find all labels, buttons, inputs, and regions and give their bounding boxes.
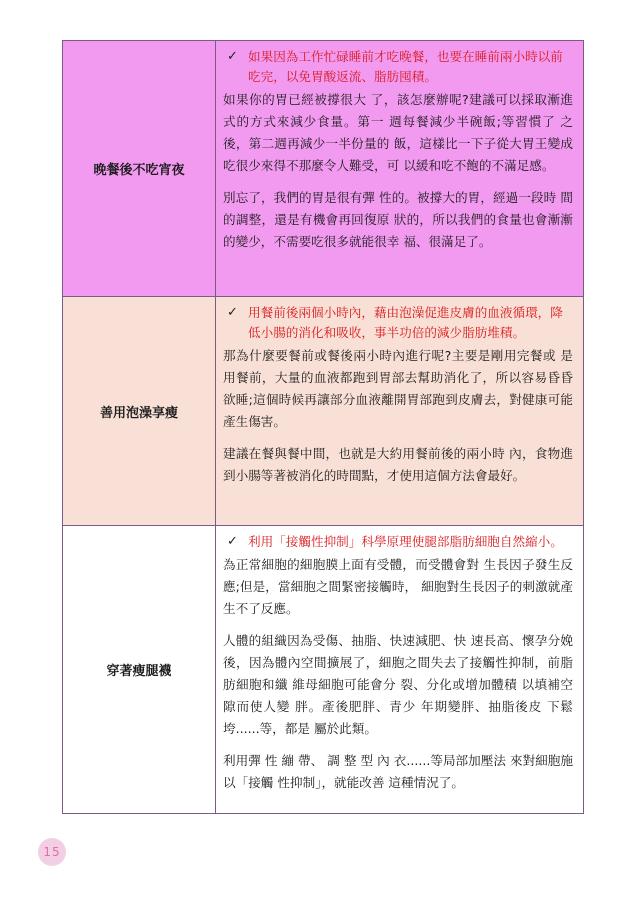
page-number: 15 bbox=[38, 838, 66, 866]
tips-table bbox=[62, 40, 584, 814]
highlight-line bbox=[223, 47, 573, 87]
table-row bbox=[63, 526, 584, 814]
paragraph: 如果你的胃已經被撐很大 了，該怎麼辦呢?建議可以採取漸進式的方式來減少食量。第一 週每餐減少半碗飯;等習慣了 之後，第二週再減少一半份量的 飯，這樣比一下子從大胃王變成 吃很少來得不那麼令人難受，可 以緩和吃不飽的不滿足感。 bbox=[223, 92, 573, 173]
check-icon: ✓ bbox=[227, 49, 238, 64]
highlight-line bbox=[223, 532, 573, 552]
highlight-text: 如果因為工作忙碌睡前才吃晚餐，也要在睡前兩小時以前吃完，以免胃酸返流、脂肪囤積。 bbox=[248, 49, 563, 84]
highlight-text: 用餐前後兩個小時內，藉由泡澡促進皮膚的血液循環，降低小腸的消化和吸收，事半功倍的減少脂肪堆積。 bbox=[248, 305, 563, 340]
table-row bbox=[63, 41, 584, 297]
highlight-text: 利用「接觸性抑制」科學原理使腿部脂肪細胞自然縮小。 bbox=[248, 534, 563, 549]
row-topic: 晚餐後不吃宵夜 bbox=[63, 41, 216, 297]
check-icon: ✓ bbox=[227, 305, 238, 320]
paragraph: 利用彈 性 繃 帶、 調 整 型 內 衣......等局部加壓法 來對細胞施以「接觸 性抑制」，就能改善 這種情況了。 bbox=[223, 753, 573, 790]
paragraph: 建議在餐與餐中間，也就是大約用餐前後的兩小時 內，食物進到小腸等著被消化的時間點，才使用這個方法會最好。 bbox=[223, 446, 573, 483]
row-topic: 善用泡澡享瘦 bbox=[63, 297, 216, 526]
row-content bbox=[216, 297, 584, 526]
highlight-line bbox=[223, 303, 573, 343]
row-topic: 穿著瘦腿襪 bbox=[63, 526, 216, 814]
paragraph: 人體的組織因為受傷、抽脂、快速減肥、快 速長高、懷孕分娩後，因為體內空間擴展了，細胞之間失去了接觸性抑制，前脂肪細胞和纖 維母細胞可能會分 裂、分化或增加體積 以填補空隙而使人變 胖。產後肥胖、青少 年期變胖、抽脂後皮 下鬆垮......等，都是 屬於此類。 bbox=[223, 633, 573, 736]
table-row bbox=[63, 297, 584, 526]
row-content bbox=[216, 526, 584, 814]
paragraph: 那為什麼要餐前或餐後兩小時內進行呢?主要是剛用完餐或 是用餐前，大量的血液都跑到胃部去幫助消化了，所以容易昏昏 欲睡;這個時候再讓部分血液離開胃部跑到皮膚去，對健康可能產生傷害。 bbox=[223, 348, 573, 429]
paragraph: 為正常細胞的細胞膜上面有受體，而受體會對 生長因子發生反應;但是，當細胞之間緊密接觸時， 細胞對生長因子的刺激就產生不了反應。 bbox=[223, 557, 573, 616]
row-content bbox=[216, 41, 584, 297]
check-icon: ✓ bbox=[227, 534, 238, 549]
paragraph: 別忘了，我們的胃是很有彈 性的。被撐大的胃，經過一段時 間的調整，還是有機會再回復原 狀的，所以我們的食量也會漸漸 的變少，不需要吃很多就能很幸 福、很滿足了。 bbox=[223, 190, 573, 249]
